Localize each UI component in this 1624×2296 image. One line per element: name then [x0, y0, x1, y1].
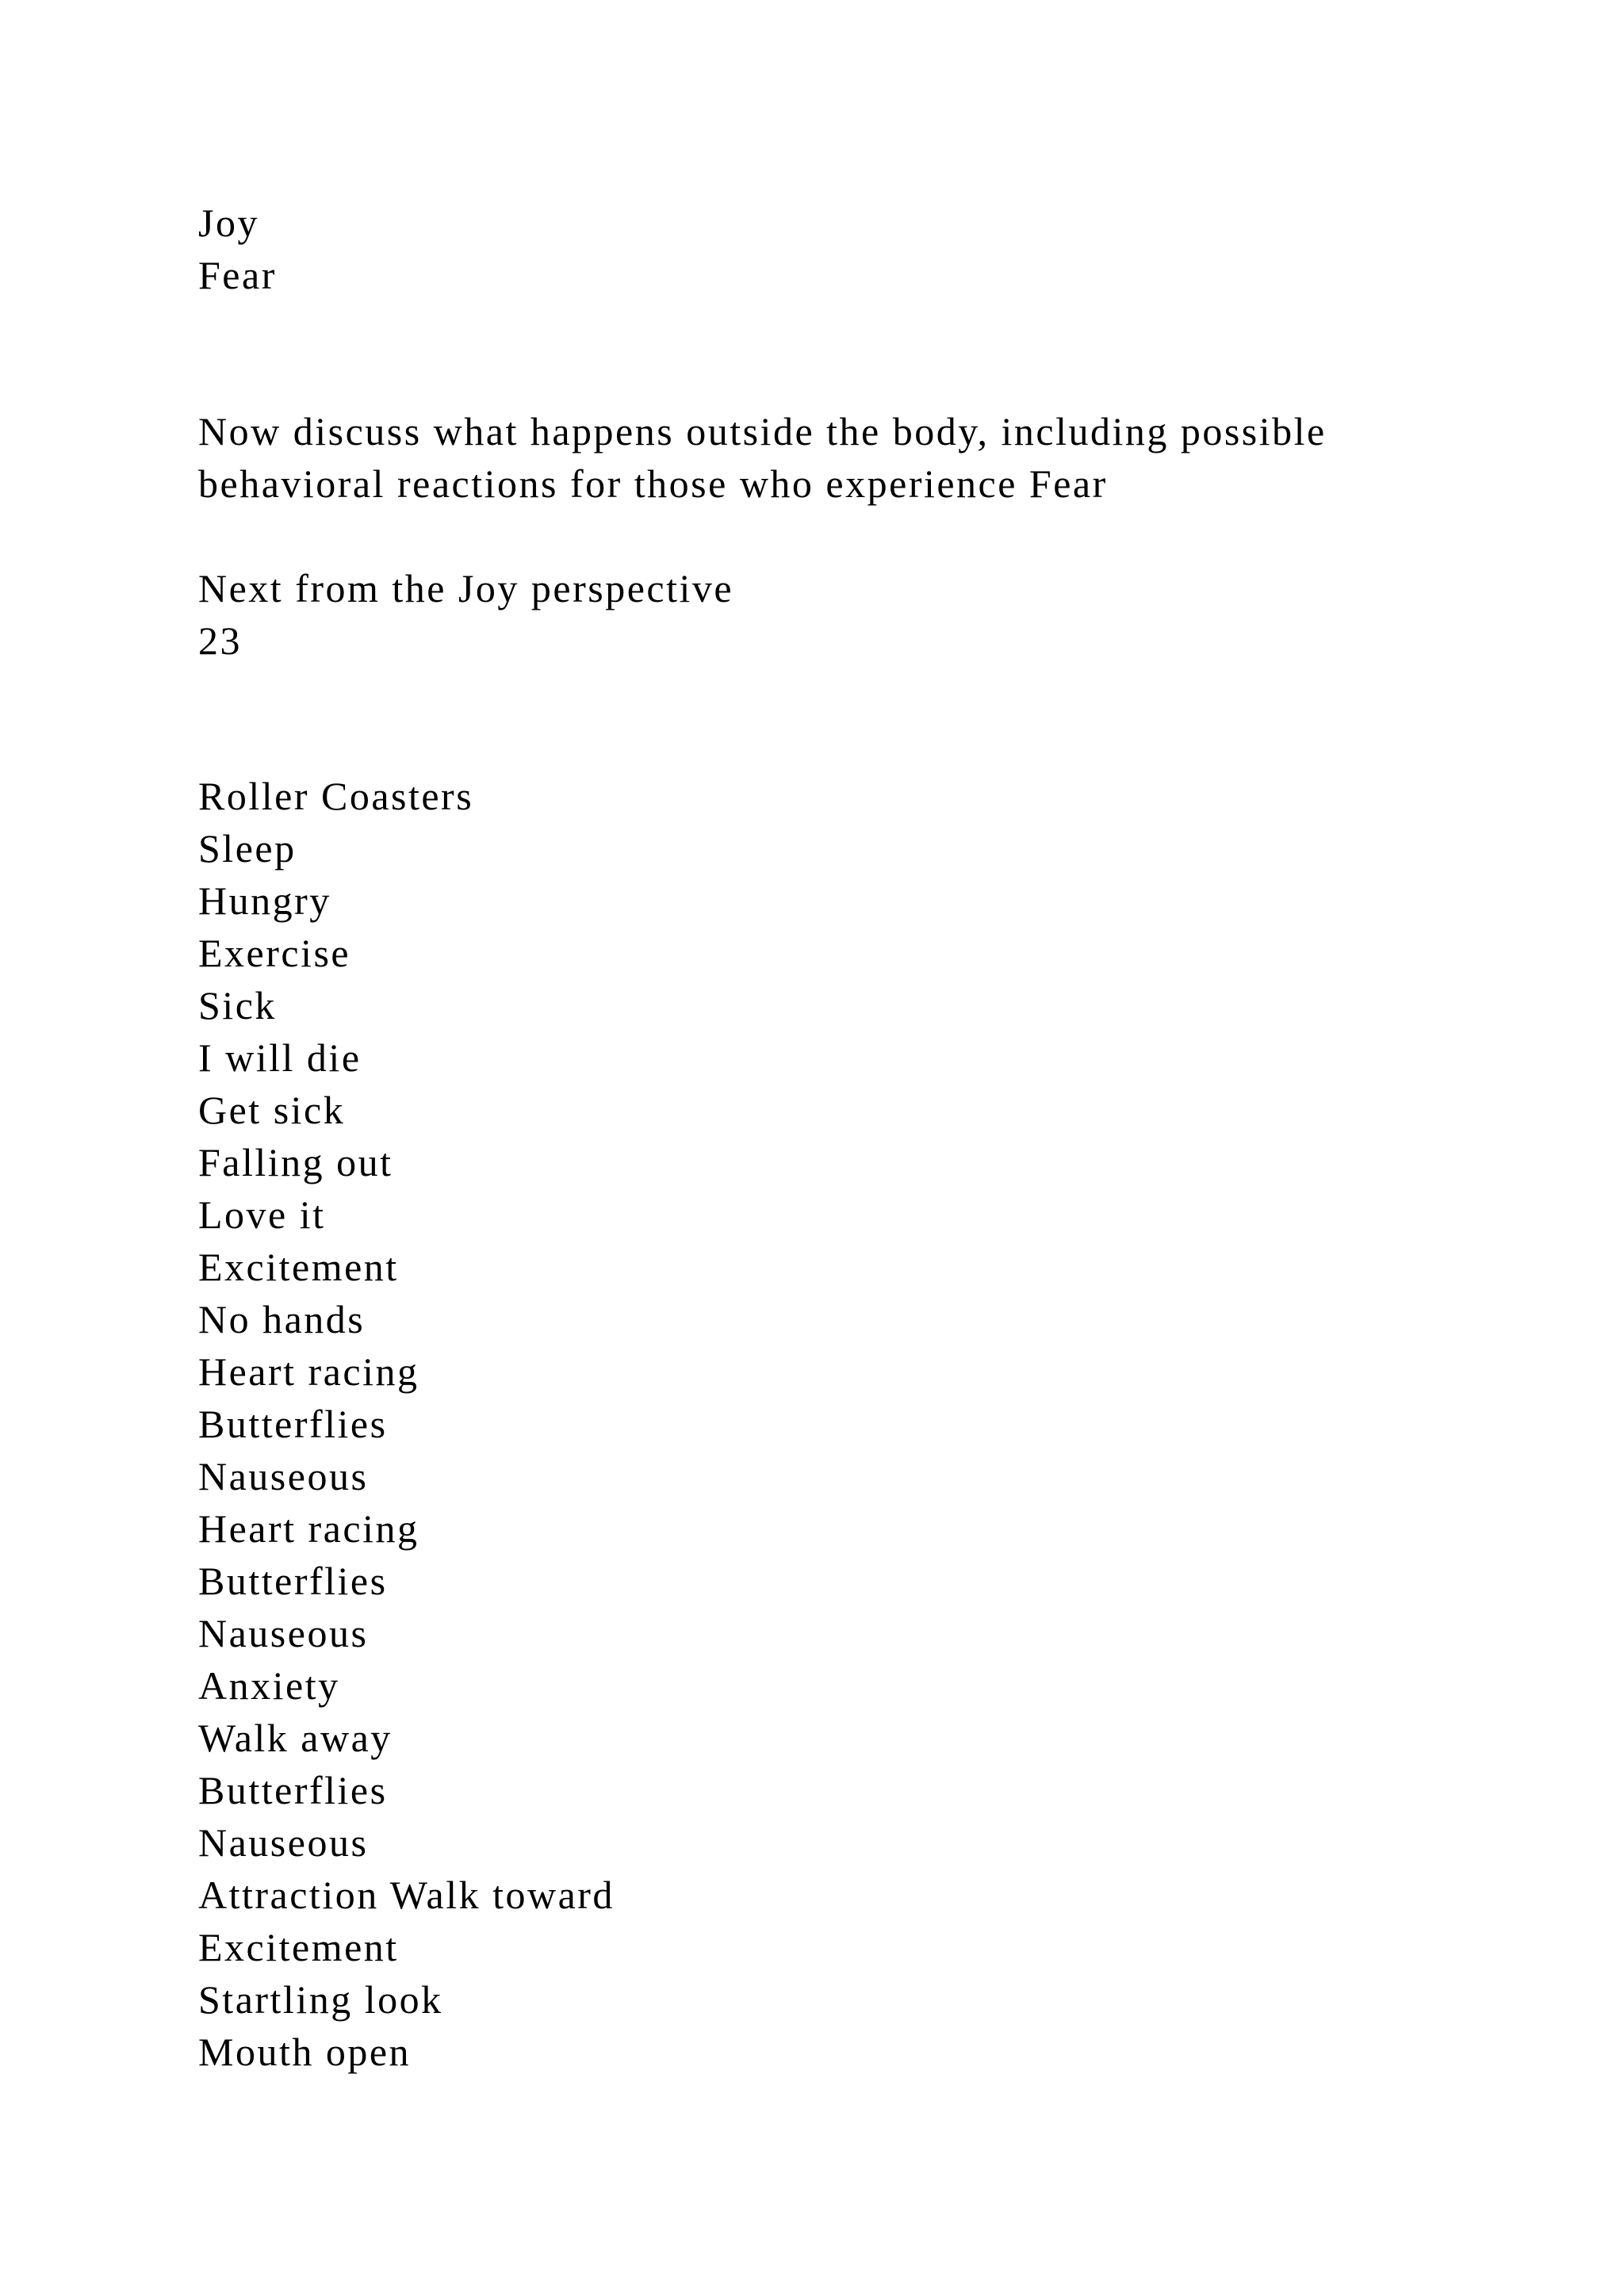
list-item: Walk away [198, 1716, 393, 1760]
list-item: Butterflies [198, 1559, 388, 1603]
list-item: Hungry [198, 878, 331, 923]
list-item: Love it [198, 1192, 326, 1237]
list-item: Excitement [198, 1925, 399, 1969]
text-line: Fear [198, 253, 277, 297]
list-item: Startling look [198, 1977, 443, 2022]
list-item: Mouth open [198, 2030, 412, 2074]
text-line: behavioral reactions for those who experience Fear [198, 461, 1108, 506]
list-item: Butterflies [198, 1768, 388, 1812]
list-item: I will die [198, 1035, 362, 1080]
perspective-note [198, 562, 733, 667]
list-item: No hands [198, 1297, 366, 1341]
list-item: Roller Coasters [198, 774, 474, 818]
list-item: Falling out [198, 1140, 393, 1184]
emotion-list [198, 197, 277, 301]
list-item: Get sick [198, 1088, 346, 1132]
text-line: Now discuss what happens outside the body, including possible [198, 409, 1327, 453]
list-item: Excitement [198, 1245, 399, 1289]
list-item: Heart racing [198, 1506, 419, 1551]
list-item: Heart racing [198, 1349, 419, 1394]
word-list [198, 770, 615, 2078]
list-item: Attraction Walk toward [198, 1873, 615, 1917]
list-item: Anxiety [198, 1663, 340, 1708]
list-item: Sick [198, 983, 277, 1027]
list-item: Nauseous [198, 1611, 369, 1655]
list-item: Exercise [198, 931, 351, 975]
text-line: Joy [198, 201, 259, 245]
text-line: Next from the Joy perspective [198, 566, 734, 610]
discussion-prompt [198, 405, 1327, 510]
list-item: Butterflies [198, 1402, 388, 1446]
list-item: Sleep [198, 826, 297, 871]
page-number: 23 [198, 618, 242, 663]
list-item: Nauseous [198, 1820, 369, 1865]
list-item: Nauseous [198, 1454, 369, 1498]
